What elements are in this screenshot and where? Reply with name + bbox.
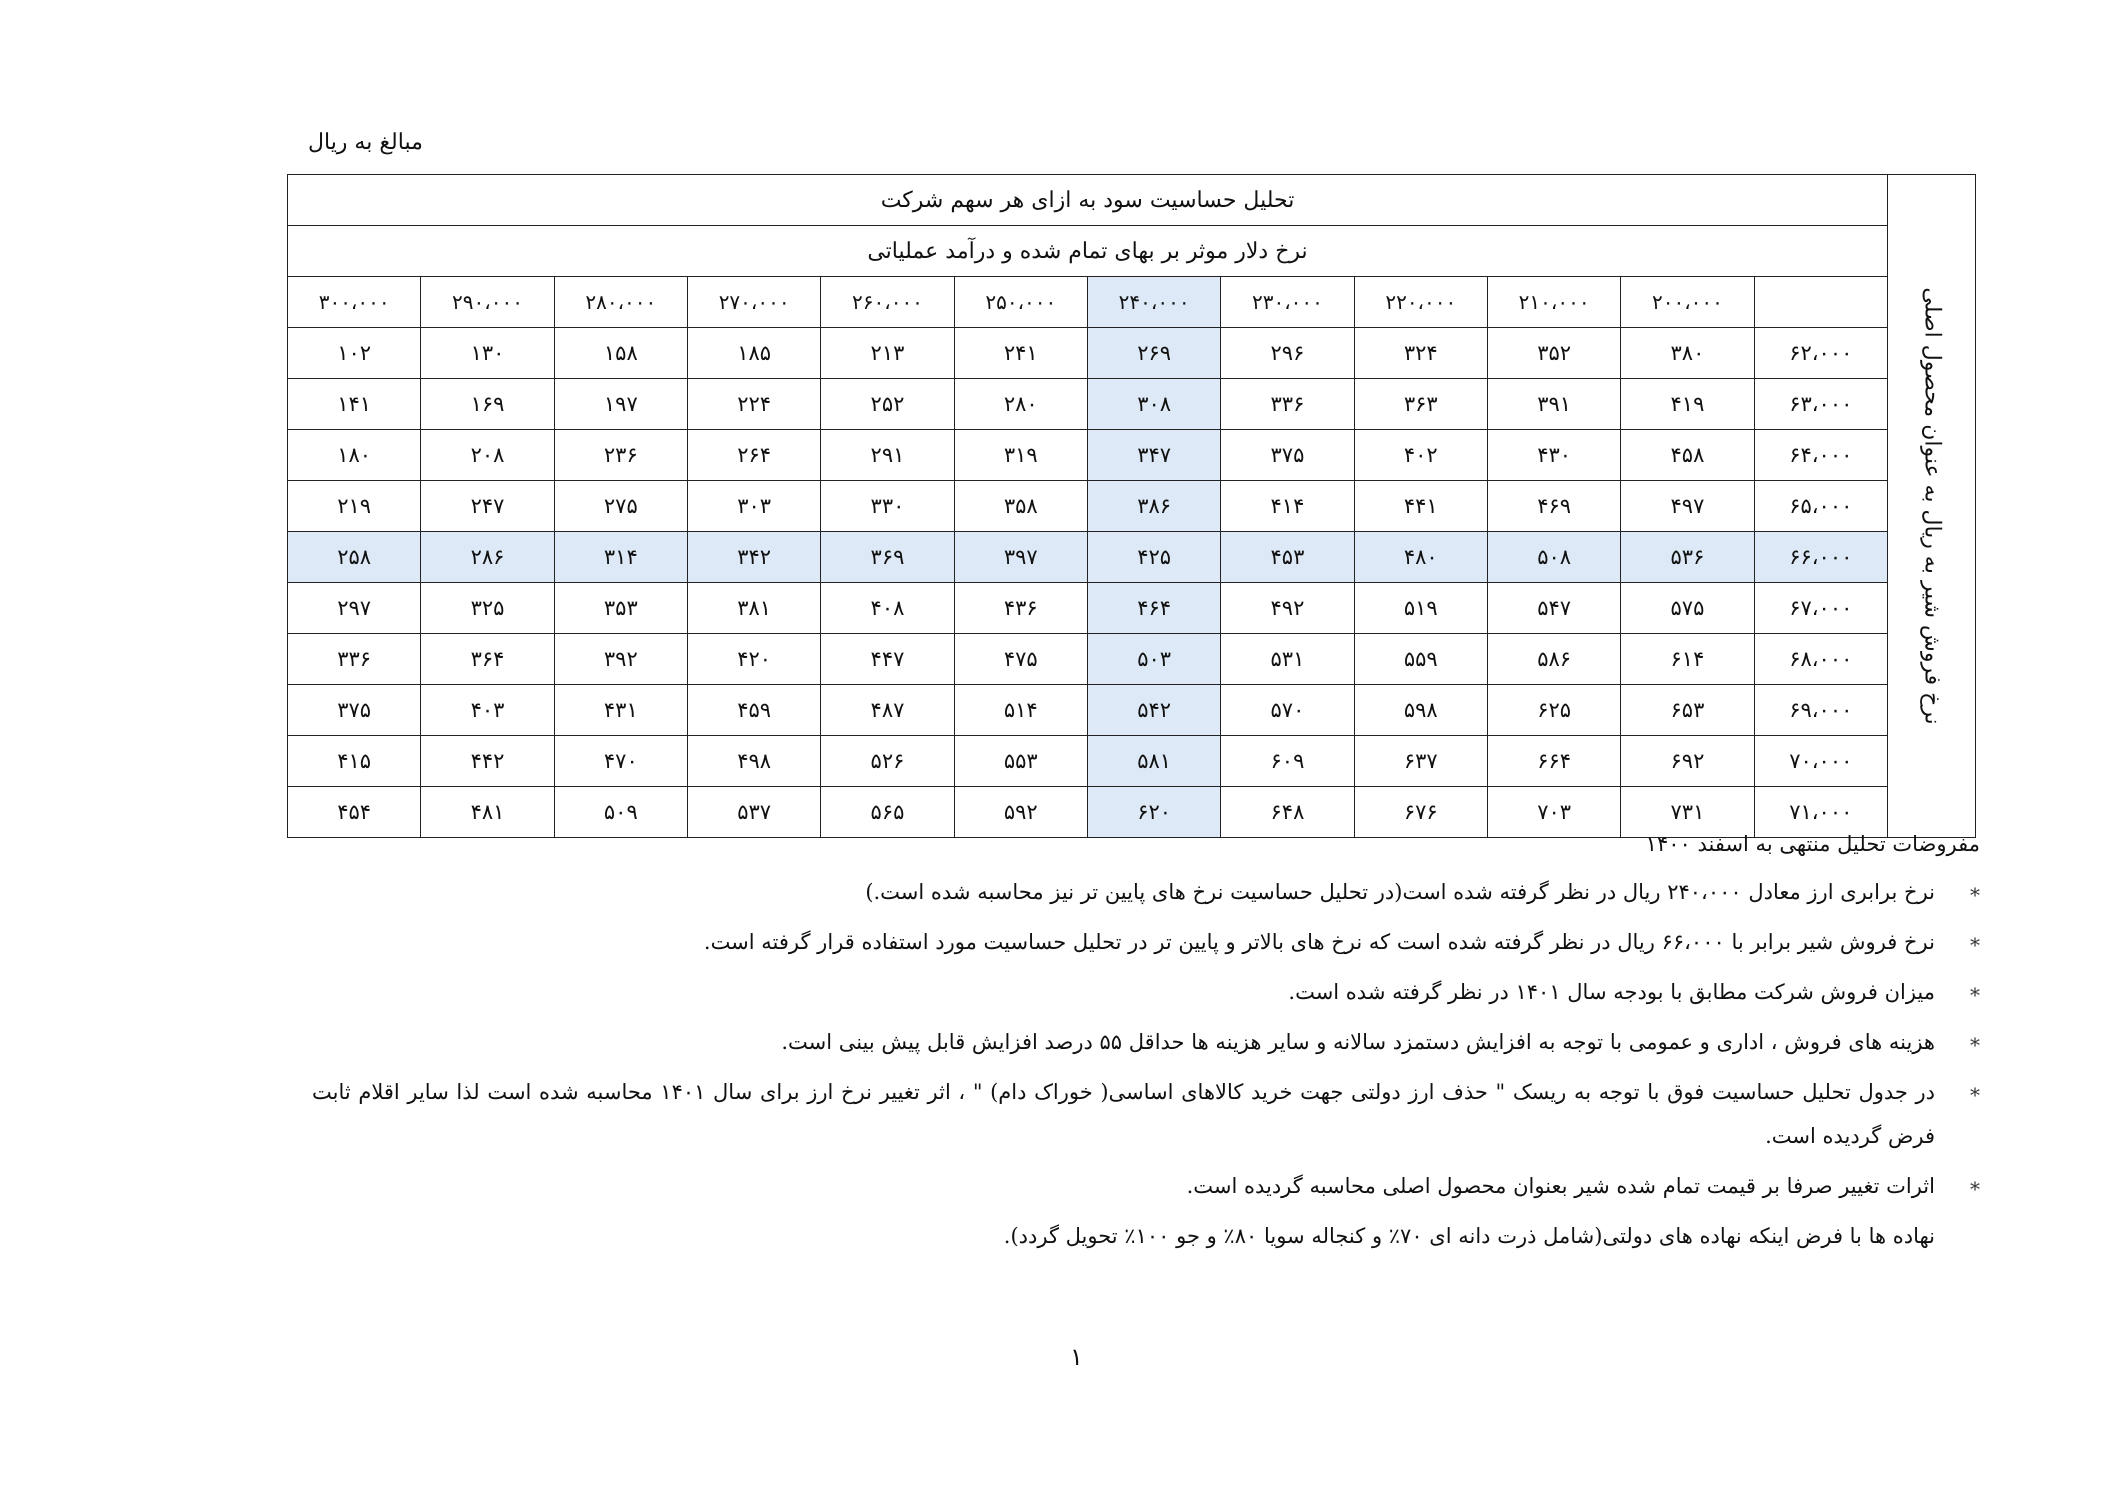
row-axis-label: نرخ فروش شیر به ریال به عنوان محصول اصلی [1919, 287, 1945, 725]
assumption-text: میزان فروش شرکت مطابق با بودجه سال ۱۴۰۱ در نظر گرفته شده است. [1288, 980, 1935, 1004]
assumptions-list [300, 870, 1980, 1208]
table-cell: ۳۷۵ [1221, 430, 1354, 481]
table-cell: ۶۴۸ [1221, 787, 1354, 838]
table-cell: ۵۰۸ [1487, 532, 1620, 583]
table-cell: ۴۸۱ [421, 787, 554, 838]
table-cell: ۳۶۹ [821, 532, 954, 583]
table-row [288, 328, 1976, 379]
table-cell: ۵۷۰ [1221, 685, 1354, 736]
table-cell: ۳۴۷ [1087, 430, 1220, 481]
table-cell: ۵۸۱ [1087, 736, 1220, 787]
table-cell: ۴۹۷ [1621, 481, 1754, 532]
table-cell: ۴۱۵ [288, 736, 421, 787]
table-cell: ۶۲۰ [1087, 787, 1220, 838]
table-cell: ۳۸۱ [687, 583, 820, 634]
column-header: ۲۴۰،۰۰۰ [1087, 277, 1220, 328]
table-cell: ۴۳۰ [1487, 430, 1620, 481]
table-cell: ۴۵۸ [1621, 430, 1754, 481]
table-cell: ۵۲۶ [821, 736, 954, 787]
table-cell: ۲۷۵ [554, 481, 687, 532]
table-cell: ۲۵۲ [821, 379, 954, 430]
table-cell: ۶۷۶ [1354, 787, 1487, 838]
table-cell: ۲۵۸ [288, 532, 421, 583]
table-cell: ۵۴۷ [1487, 583, 1620, 634]
row-header: ۶۷،۰۰۰ [1754, 583, 1887, 634]
sensitivity-table [287, 174, 1976, 838]
table-cell: ۳۱۹ [954, 430, 1087, 481]
currency-unit-note: مبالغ به ریال [308, 130, 423, 155]
table-cell: ۴۴۲ [421, 736, 554, 787]
bullet-icon: * [1970, 933, 1980, 957]
assumptions-title: مفروضات تحلیل منتهی به اسفند ۱۴۰۰ [1645, 832, 1980, 856]
table-cell: ۳۸۰ [1621, 328, 1754, 379]
table-cell: ۳۹۷ [954, 532, 1087, 583]
table-cell: ۶۳۷ [1354, 736, 1487, 787]
assumption-item [300, 970, 1980, 1014]
assumptions-closing: نهاده ها با فرض اینکه نهاده های دولتی(شامل ذرت دانه ای ۷۰٪ و کنجاله سویا ۸۰٪ و جو ۱۰۰٪ تحویل گردد). [1003, 1224, 1935, 1248]
row-header: ۶۴،۰۰۰ [1754, 430, 1887, 481]
table-cell: ۲۶۴ [687, 430, 820, 481]
table-cell: ۴۳۶ [954, 583, 1087, 634]
table-cell: ۲۱۳ [821, 328, 954, 379]
table-cell: ۳۶۴ [421, 634, 554, 685]
table-cell: ۵۳۱ [1221, 634, 1354, 685]
assumption-item [300, 870, 1980, 914]
assumption-item [300, 1070, 1980, 1158]
row-header: ۷۰،۰۰۰ [1754, 736, 1887, 787]
table-cell: ۳۶۳ [1354, 379, 1487, 430]
table-cell: ۲۹۱ [821, 430, 954, 481]
column-header: ۲۰۰،۰۰۰ [1621, 277, 1754, 328]
table-cell: ۴۸۰ [1354, 532, 1487, 583]
table-cell: ۳۵۳ [554, 583, 687, 634]
table-cell: ۴۵۹ [687, 685, 820, 736]
table-cell: ۴۴۷ [821, 634, 954, 685]
assumption-item [300, 1164, 1980, 1208]
table-cell: ۱۸۰ [288, 430, 421, 481]
table-cell: ۱۵۸ [554, 328, 687, 379]
row-header: ۶۶،۰۰۰ [1754, 532, 1887, 583]
column-header: ۲۱۰،۰۰۰ [1487, 277, 1620, 328]
assumption-item [300, 1020, 1980, 1064]
row-header: ۶۲،۰۰۰ [1754, 328, 1887, 379]
table-cell: ۵۸۶ [1487, 634, 1620, 685]
table-row [288, 481, 1976, 532]
table-cell: ۲۴۷ [421, 481, 554, 532]
bullet-icon: * [1970, 983, 1980, 1007]
row-header: ۶۹،۰۰۰ [1754, 685, 1887, 736]
table-cell: ۳۹۲ [554, 634, 687, 685]
table-cell: ۳۴۲ [687, 532, 820, 583]
table-cell: ۱۸۵ [687, 328, 820, 379]
table-cell: ۵۰۹ [554, 787, 687, 838]
table-cell: ۵۳۶ [1621, 532, 1754, 583]
table-cell: ۶۶۴ [1487, 736, 1620, 787]
table-cell: ۴۷۵ [954, 634, 1087, 685]
table-cell: ۳۷۵ [288, 685, 421, 736]
assumption-text: اثرات تغییر صرفا بر قیمت تمام شده شیر بعنوان محصول اصلی محاسبه گردیده است. [1186, 1174, 1935, 1198]
table-cell: ۱۴۱ [288, 379, 421, 430]
table-cell: ۵۵۳ [954, 736, 1087, 787]
table-cell: ۴۴۱ [1354, 481, 1487, 532]
table-cell: ۶۵۳ [1621, 685, 1754, 736]
table-cell: ۳۳۶ [288, 634, 421, 685]
table-row [288, 532, 1976, 583]
page-number: ۱ [1070, 1343, 1083, 1371]
table-cell: ۴۰۳ [421, 685, 554, 736]
table-cell: ۲۸۰ [954, 379, 1087, 430]
assumption-text: نرخ برابری ارز معادل ۲۴۰،۰۰۰ ریال در نظر گرفته شده است(در تحلیل حساسیت نرخ های پایین تر نیز محاسبه شده است.) [865, 880, 1935, 904]
table-cell: ۱۹۷ [554, 379, 687, 430]
table-row [288, 430, 1976, 481]
column-header: ۲۷۰،۰۰۰ [687, 277, 820, 328]
assumptions-section [300, 830, 1980, 1258]
table-cell: ۶۰۹ [1221, 736, 1354, 787]
table-row [288, 583, 1976, 634]
assumption-item [300, 920, 1980, 964]
column-header: ۲۳۰،۰۰۰ [1221, 277, 1354, 328]
table-cell: ۳۰۸ [1087, 379, 1220, 430]
table-cell: ۳۵۸ [954, 481, 1087, 532]
table-cell: ۲۲۴ [687, 379, 820, 430]
table-cell: ۳۲۵ [421, 583, 554, 634]
table-cell: ۴۹۲ [1221, 583, 1354, 634]
table-cell: ۲۸۶ [421, 532, 554, 583]
column-header: ۲۲۰،۰۰۰ [1354, 277, 1487, 328]
table-cell: ۴۲۰ [687, 634, 820, 685]
table-row [288, 736, 1976, 787]
table-cell: ۳۵۲ [1487, 328, 1620, 379]
bullet-icon: * [1970, 1083, 1980, 1107]
table-cell: ۳۲۴ [1354, 328, 1487, 379]
table-cell: ۳۱۴ [554, 532, 687, 583]
table-cell: ۴۹۸ [687, 736, 820, 787]
column-header: ۲۶۰،۰۰۰ [821, 277, 954, 328]
table-row [288, 634, 1976, 685]
table-cell: ۳۰۳ [687, 481, 820, 532]
bullet-icon: * [1970, 1177, 1980, 1201]
column-header: ۳۰۰،۰۰۰ [288, 277, 421, 328]
table-cell: ۴۵۳ [1221, 532, 1354, 583]
table-cell: ۵۳۷ [687, 787, 820, 838]
column-header: ۲۵۰،۰۰۰ [954, 277, 1087, 328]
assumption-text: نرخ فروش شیر برابر با ۶۶،۰۰۰ ریال در نظر گرفته شده است که نرخ های بالاتر و پایین تر در تحلیل حساسیت مورد استفاده قرار گرفته است. [703, 930, 1935, 954]
table-cell: ۵۵۹ [1354, 634, 1487, 685]
table-cell: ۴۶۹ [1487, 481, 1620, 532]
corner-cell [1754, 277, 1887, 328]
table-cell: ۴۶۴ [1087, 583, 1220, 634]
table-cell: ۶۲۵ [1487, 685, 1620, 736]
table-cell: ۲۱۹ [288, 481, 421, 532]
row-header: ۷۱،۰۰۰ [1754, 787, 1887, 838]
table-cell: ۵۰۳ [1087, 634, 1220, 685]
table-cell: ۳۹۱ [1487, 379, 1620, 430]
row-header: ۶۸،۰۰۰ [1754, 634, 1887, 685]
table-cell: ۳۸۶ [1087, 481, 1220, 532]
table-cell: ۴۵۴ [288, 787, 421, 838]
table-cell: ۲۹۶ [1221, 328, 1354, 379]
column-header: ۲۹۰،۰۰۰ [421, 277, 554, 328]
table-title: تحلیل حساسیت سود به ازای هر سهم شرکت [288, 175, 1888, 226]
row-axis-cell [1888, 175, 1976, 838]
table-cell: ۶۱۴ [1621, 634, 1754, 685]
table-cell: ۳۳۰ [821, 481, 954, 532]
table-cell: ۳۳۶ [1221, 379, 1354, 430]
row-header: ۶۳،۰۰۰ [1754, 379, 1887, 430]
bullet-icon: * [1970, 1033, 1980, 1057]
column-header-row [288, 277, 1976, 328]
table-cell: ۴۸۷ [821, 685, 954, 736]
table-cell: ۱۳۰ [421, 328, 554, 379]
table-row [288, 685, 1976, 736]
table-cell: ۶۹۲ [1621, 736, 1754, 787]
column-header: ۲۸۰،۰۰۰ [554, 277, 687, 328]
table-cell: ۴۳۱ [554, 685, 687, 736]
bullet-icon: * [1970, 883, 1980, 907]
table-cell: ۲۹۷ [288, 583, 421, 634]
table-subtitle: نرخ دلار موثر بر بهای تمام شده و درآمد عملیاتی [288, 226, 1888, 277]
table-cell: ۷۳۱ [1621, 787, 1754, 838]
table-cell: ۵۱۹ [1354, 583, 1487, 634]
table-cell: ۱۰۲ [288, 328, 421, 379]
table-cell: ۴۲۵ [1087, 532, 1220, 583]
table-cell: ۵۴۲ [1087, 685, 1220, 736]
table-cell: ۵۹۸ [1354, 685, 1487, 736]
table-cell: ۵۹۲ [954, 787, 1087, 838]
table-cell: ۴۱۴ [1221, 481, 1354, 532]
assumption-text: در جدول تحلیل حساسیت فوق با توجه به ریسک " حذف ارز دولتی جهت خرید کالاهای اساسی( خوراک دام) " ، اثر تغییر نرخ ارز برای سال ۱۴۰۱ محاسبه شده است لذا سایر اقلام ثابت فرض گردیده است. [312, 1080, 1936, 1148]
table-cell: ۲۴۱ [954, 328, 1087, 379]
table-cell: ۱۶۹ [421, 379, 554, 430]
assumption-text: هزینه های فروش ، اداری و عمومی با توجه به افزایش دستمزد سالانه و سایر هزینه ها حداقل ۵۵ درصد افزایش قابل پیش بینی است. [781, 1030, 1935, 1054]
table-cell: ۲۰۸ [421, 430, 554, 481]
table-row [288, 379, 1976, 430]
table-cell: ۷۰۳ [1487, 787, 1620, 838]
table-cell: ۵۷۵ [1621, 583, 1754, 634]
table-cell: ۴۱۹ [1621, 379, 1754, 430]
table-cell: ۴۰۸ [821, 583, 954, 634]
table-cell: ۴۷۰ [554, 736, 687, 787]
row-header: ۶۵،۰۰۰ [1754, 481, 1887, 532]
table-cell: ۲۳۶ [554, 430, 687, 481]
table-cell: ۵۶۵ [821, 787, 954, 838]
table-cell: ۴۰۲ [1354, 430, 1487, 481]
table-cell: ۲۶۹ [1087, 328, 1220, 379]
table-cell: ۵۱۴ [954, 685, 1087, 736]
